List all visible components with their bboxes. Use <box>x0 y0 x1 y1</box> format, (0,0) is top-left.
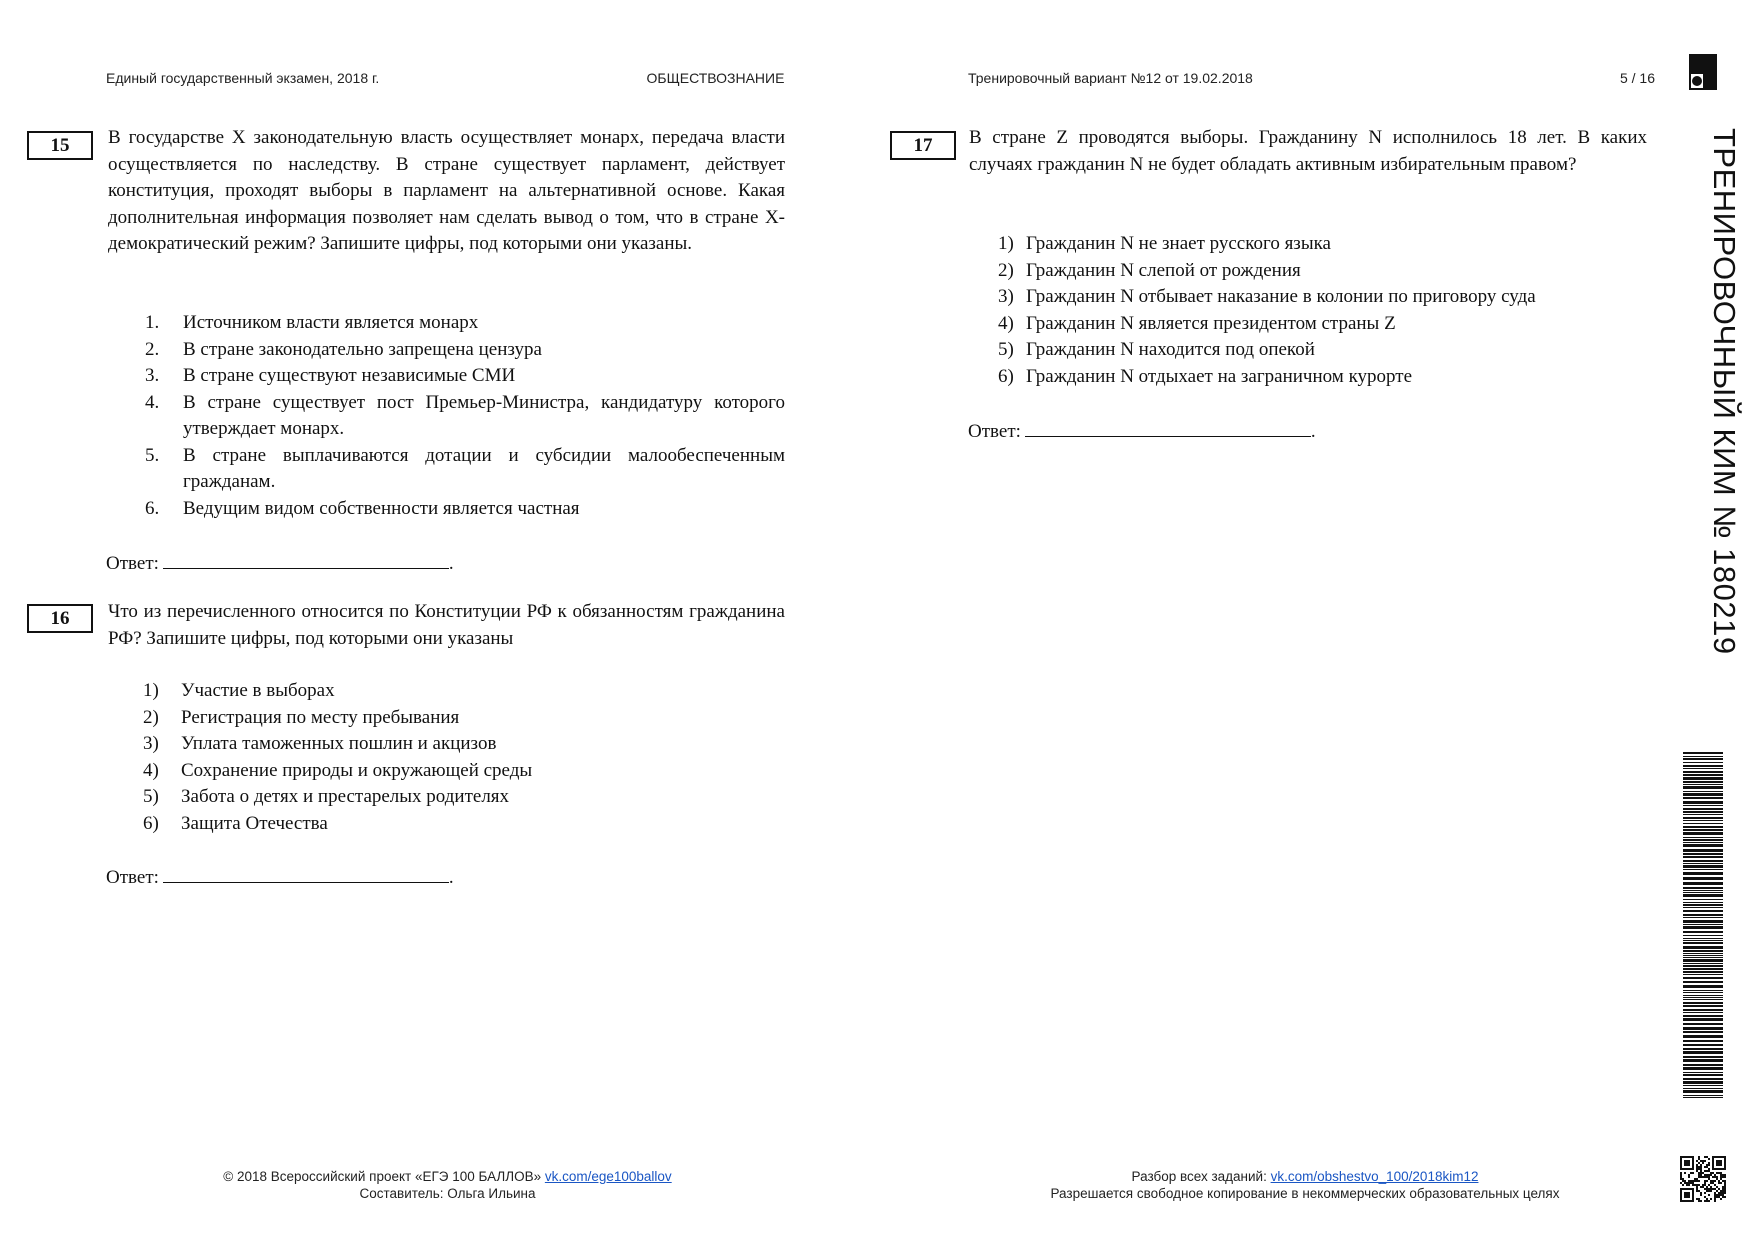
option-text: В стране выплачиваются дотации и субсидии малообеспеченным гражданам. <box>183 444 785 492</box>
option-number: 5. <box>145 444 160 466</box>
option-text: Гражданин N отдыхает на заграничном курорте <box>1026 365 1413 387</box>
question-text-15: В государстве Х законодательную власть осуществляет монарх, передача власти осуществляется по наследству. В стране существует парламент, действует конституция, проходят выборы в парламент на альтернативной основе. Какая дополнительная информация позволяет нам сделать вывод о том, что в стране Х- демократический режим? Запишите цифры, под которыми они указаны. <box>108 127 785 254</box>
footer-analysis-label: Разбор всех заданий: <box>1131 1169 1271 1184</box>
question-number-16: 16 <box>27 604 93 633</box>
option-text: В стране существует пост Премьер-Министра, кандидатуру которого утверждает монарх. <box>183 391 785 439</box>
answer-field-16[interactable] <box>106 864 454 889</box>
question-16-options <box>143 678 783 837</box>
qr-code-icon <box>1680 1156 1726 1202</box>
question-number-17: 17 <box>890 131 956 160</box>
option-number: 5) <box>143 786 159 807</box>
option-item <box>145 496 785 523</box>
question-17-options <box>998 231 1648 390</box>
option-text: Забота о детях и престарелых родителях <box>181 786 510 807</box>
option-item <box>998 337 1648 364</box>
page-number: 5 / 16 <box>1619 70 1655 86</box>
option-text: В стране законодательно запрещена цензура <box>183 338 542 360</box>
footer-right <box>985 1168 1625 1202</box>
option-number: 3. <box>145 365 160 386</box>
answer-label: Ответ: <box>968 421 1021 442</box>
footer-left <box>160 1168 735 1202</box>
answer-field-17[interactable] <box>968 418 1316 443</box>
option-item <box>143 758 783 785</box>
option-number: 4) <box>143 759 159 781</box>
option-number: 2. <box>145 338 160 360</box>
option-text: Гражданин N слепой от рождения <box>1026 259 1301 281</box>
footer-author: Составитель: Ольга Ильина <box>359 1186 536 1201</box>
barcode-icon <box>1683 752 1723 1100</box>
corner-marker-icon <box>1689 54 1717 90</box>
answer-line[interactable] <box>1025 418 1311 437</box>
option-text: Уплата таможенных пошлин и акцизов <box>181 733 497 754</box>
variant-title: Тренировочный вариант №12 от 19.02.2018 <box>968 70 1253 86</box>
question-text-17: В стране Z проводятся выборы. Гражданину N исполнилось 18 лет. В каких случаях гражданин N не будет обладать активным избирательным правом? <box>969 127 1647 175</box>
option-text: Участие в выборах <box>181 680 335 701</box>
option-item <box>145 443 785 496</box>
option-item <box>998 258 1648 285</box>
footer-license: Разрешается свободное копирование в некоммерческих образовательных целях <box>1050 1186 1560 1201</box>
option-number: 4. <box>145 391 160 413</box>
answer-line[interactable] <box>163 864 449 883</box>
option-number: 3) <box>998 286 1014 307</box>
answer-label: Ответ: <box>106 867 159 888</box>
option-number: 1) <box>143 680 159 701</box>
question-15-options <box>145 310 785 522</box>
option-text: Гражданин N находится под опекой <box>1026 339 1315 360</box>
question-text-16: Что из перечисленного относится по Конституции РФ к обязанностям гражданина РФ? Запишите цифры, под которыми они указаны <box>108 601 785 649</box>
option-number: 2) <box>143 706 159 728</box>
option-text: Регистрация по месту пребывания <box>181 706 460 728</box>
option-text: Сохранение природы и окружающей среды <box>181 759 533 781</box>
answer-end: . <box>1310 421 1316 442</box>
exam-title: Единый государственный экзамен, 2018 г. <box>106 70 380 86</box>
option-item <box>998 231 1648 258</box>
option-text: Гражданин N не знает русского языка <box>1026 233 1331 254</box>
option-number: 3) <box>143 733 159 754</box>
option-number: 5) <box>998 339 1014 360</box>
answer-end: . <box>448 867 454 888</box>
option-item <box>143 811 783 838</box>
option-item <box>145 310 785 337</box>
option-number: 1) <box>998 233 1014 254</box>
question-number-15: 15 <box>27 131 93 160</box>
option-text: Источником власти является монарх <box>183 312 479 333</box>
option-item <box>143 784 783 811</box>
option-item <box>145 363 785 390</box>
answer-label: Ответ: <box>106 553 159 574</box>
option-text: Гражданин N является президентом страны Z <box>1026 312 1396 334</box>
option-text: В стране существуют независимые СМИ <box>183 365 516 386</box>
option-number: 6. <box>145 497 160 519</box>
option-item <box>998 364 1648 391</box>
vk-ege100ballov-link[interactable]: vk.com/ege100ballov <box>544 1169 672 1184</box>
side-title: ТРЕНИРОВОЧНЫЙ КИМ № 180219 <box>1707 128 1742 655</box>
option-text: Ведущим видом собственности является частная <box>183 497 580 519</box>
option-number: 6) <box>143 812 159 834</box>
answer-field-15[interactable] <box>106 550 454 575</box>
subject-title: ОБЩЕСТВОЗНАНИЕ <box>646 70 785 86</box>
option-item <box>143 731 783 758</box>
answer-end: . <box>448 553 454 574</box>
footer-copyright: © 2018 Всероссийский проект «ЕГЭ 100 БАЛЛОВ» <box>223 1169 545 1184</box>
option-item <box>145 337 785 364</box>
option-number: 4) <box>998 312 1014 334</box>
option-item <box>143 705 783 732</box>
option-item <box>998 311 1648 338</box>
vk-analysis-link[interactable]: vk.com/obshestvo_100/2018kim12 <box>1270 1169 1479 1184</box>
option-number: 2) <box>998 259 1014 281</box>
option-number: 6) <box>998 365 1014 387</box>
option-item <box>143 678 783 705</box>
option-item <box>998 284 1648 311</box>
option-text: Гражданин N отбывает наказание в колонии по приговору суда <box>1026 286 1536 307</box>
answer-line[interactable] <box>163 550 449 569</box>
option-text: Защита Отечества <box>181 812 328 834</box>
option-item <box>145 390 785 443</box>
option-number: 1. <box>145 312 160 333</box>
